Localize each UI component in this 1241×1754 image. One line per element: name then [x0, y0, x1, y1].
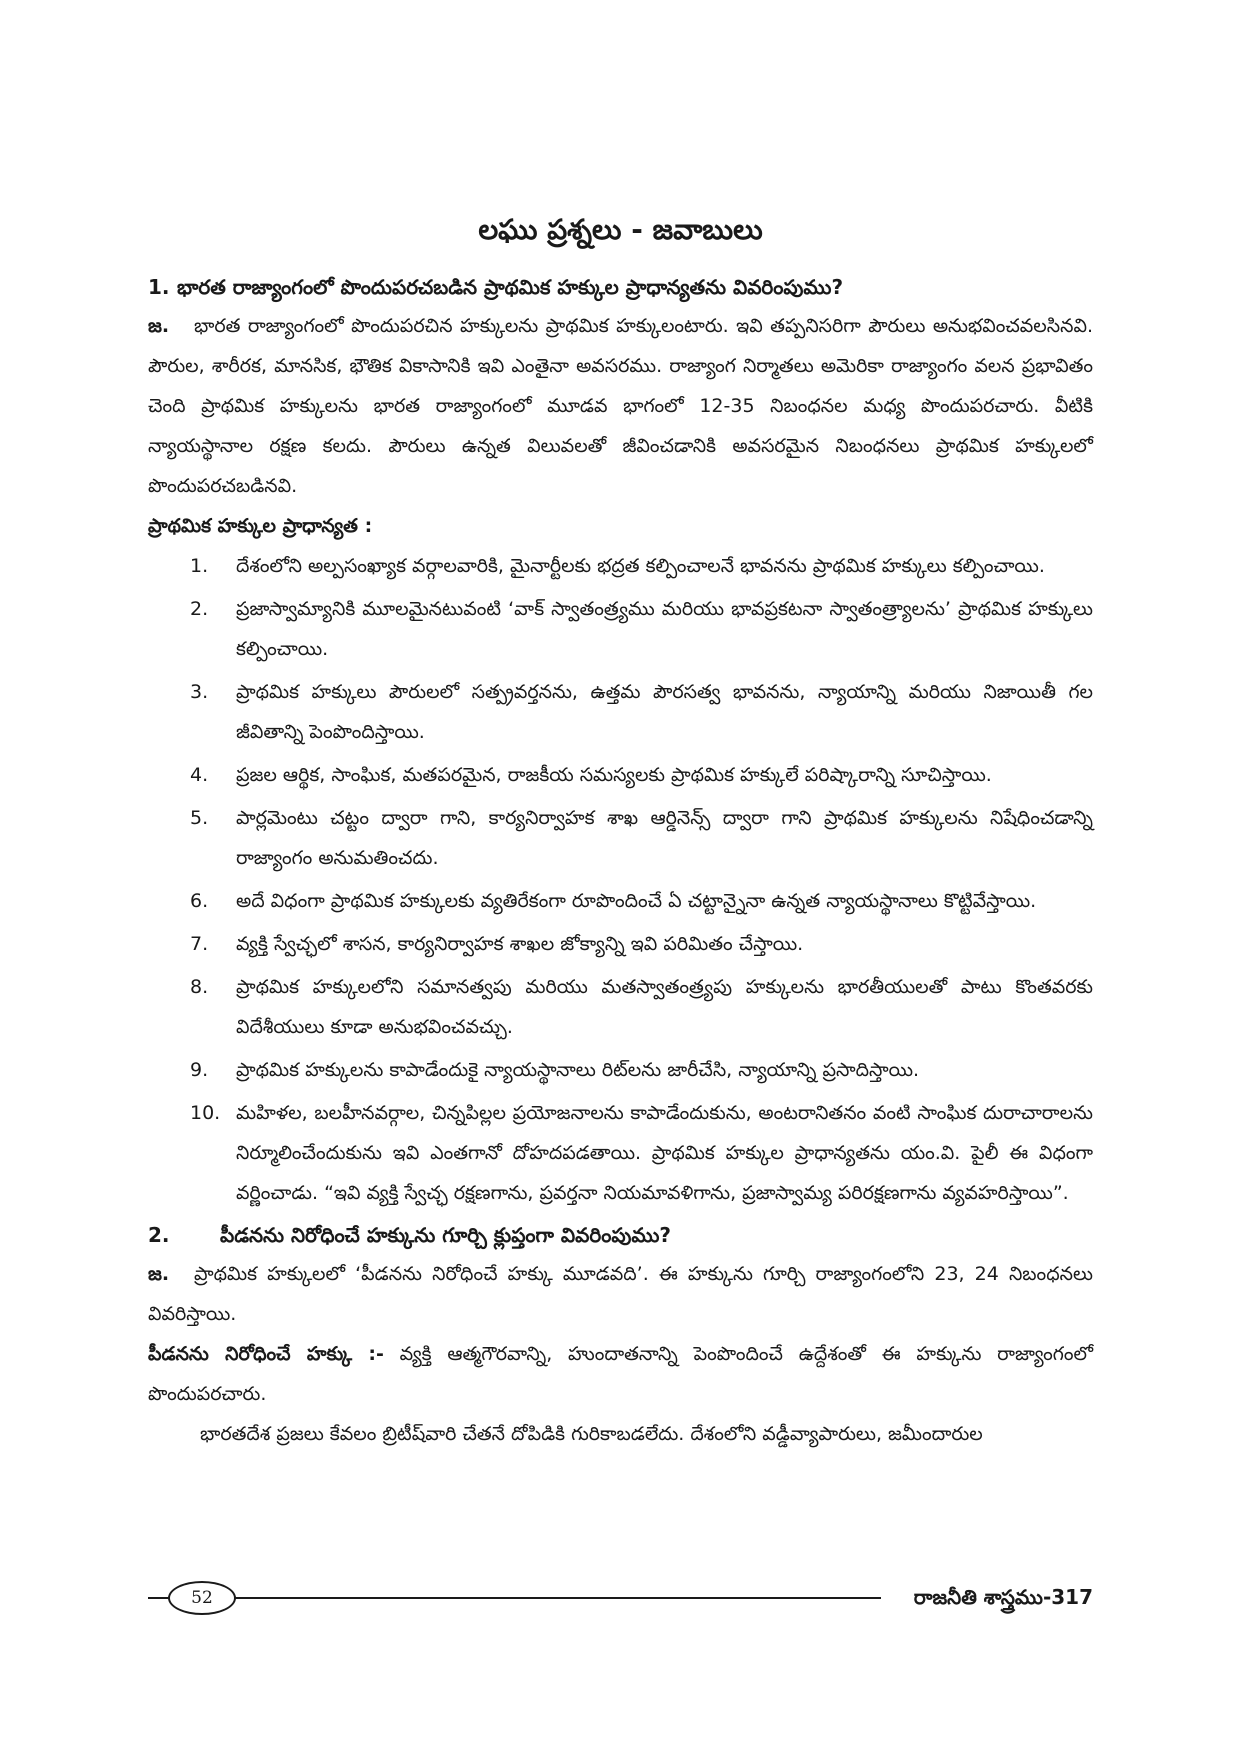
list-item-text: అదే విధంగా ప్రాథమిక హక్కులకు వ్యతిరేకంగా రూపొందించే ఏ చట్టాన్నైనా ఉన్నత న్యాయస్థానాలు కొట్టివేస్తాయి. — [236, 890, 1037, 912]
definition-text: వ్యక్తి ఆత్మగౌరవాన్ని, హుందాతనాన్ని పెంపొందించే ఉద్దేశంతో ఈ హక్కును రాజ్యాంగంలో పొందుపరచారు. — [148, 1343, 1094, 1405]
importance-subheading: ప్రాథమిక హక్కుల ప్రాధాన్యత : — [148, 515, 373, 537]
list-item-number: 9. — [190, 1059, 209, 1081]
list-item-number: 6. — [190, 890, 209, 912]
question-1-number: 1. — [148, 275, 170, 299]
list-item-number: 5. — [190, 807, 209, 829]
list-item-text: దేశంలోని అల్పసంఖ్యాక వర్గాలవారికి, మైనార్టీలకు భద్రత కల్పించాలనే భావనను ప్రాథమిక హక్కులు కల్పించాయి. — [236, 555, 1045, 577]
list-item — [148, 546, 1093, 586]
question-2-text: పీడనను నిరోధించే హక్కును గూర్చి క్లుప్తంగా వివరింపుము? — [220, 1223, 672, 1247]
question-1 — [148, 268, 1093, 306]
list-item — [148, 967, 1093, 1047]
page-title: లఘు ప్రశ్నలు - జవాబులు — [478, 213, 763, 246]
list-item — [148, 798, 1093, 878]
answer-2-text: ప్రాథమిక హక్కులలో ‘పీడనను నిరోధించే హక్కు మూడవది’. ఈ హక్కును గూర్చి రాజ్యాంగంలోని 23, 24 నిబంధనలు వివరిస్తాయి. — [148, 1263, 1093, 1325]
list-item-text: ప్రాథమిక హక్కులను కాపాడేందుకై న్యాయస్థానాలు రిట్‌లను జారీచేసి, న్యాయాన్ని ప్రసాదిస్తాయి. — [236, 1059, 920, 1081]
question-2 — [148, 1216, 1093, 1254]
answer-2-label: జ. — [148, 1263, 170, 1285]
list-item-number: 4. — [190, 764, 209, 786]
list-item — [148, 755, 1093, 795]
definition-term: పీడనను నిరోధించే హక్కు :- — [148, 1343, 384, 1365]
list-item — [148, 672, 1093, 752]
question-1-text: భారత రాజ్యాంగంలో పొందుపరచబడిన ప్రాథమిక హక్కుల ప్రాధాన్యతను వివరింపుము? — [176, 275, 844, 299]
list-item — [148, 1093, 1093, 1213]
list-item-text: మహిళల, బలహీనవర్గాల, చిన్నపిల్లల ప్రయోజనాలను కాపాడేందుకును, అంటరానితనం వంటి సాంఘిక దురాచారాలను నిర్మూలించేందుకును ఇవి ఎంతగానో దోహదపడతాయి. ప్రాథమిక హక్కుల ప్రాధాన్యతను యం.వి. పైలీ ఈ విధంగా వర్ణించాడు. “ఇవి వ్యక్తి స్వేచ్ఛ రక్షణగాను, ప్రవర్తనా నియమావళిగాను, ప్రజాస్వామ్య పరిరక్షణగాను వ్యవహరిస్తాయి”. — [236, 1102, 1093, 1204]
list-item-text: ప్రాథమిక హక్కులలోని సమానత్వపు మరియు మతస్వాతంత్ర్యపు హక్కులను భారతీయులతో పాటు కొంతవరకు విదేశీయులు కూడా అనుభవించవచ్చు. — [236, 976, 1093, 1038]
list-item — [148, 1050, 1093, 1090]
list-item-number: 1. — [190, 555, 209, 577]
answer-2-continuation: భారతదేశ ప్రజలు కేవలం బ్రిటీష్‌వారి చేతనే దోపిడికి గురికాబడలేదు. దేశంలోని వడ్డీవ్యాపారులు, జమీందారుల — [200, 1423, 983, 1445]
list-item-text: వ్యక్తి స్వేచ్ఛలో శాసన, కార్యనిర్వాహక శాఖల జోక్యాన్ని ఇవి పరిమితం చేస్తాయి. — [236, 933, 804, 955]
answer-2 — [148, 1254, 1093, 1334]
list-item-number: 3. — [190, 681, 209, 703]
page-footer — [148, 1578, 1093, 1618]
list-item-number: 8. — [190, 976, 209, 998]
list-item-text: ప్రజల ఆర్థిక, సాంఘిక, మతపరమైన, రాజకీయ సమస్యలకు ప్రాథమిక హక్కులే పరిష్కారాన్ని సూచిస్తాయి. — [236, 764, 992, 786]
list-item-number: 7. — [190, 933, 209, 955]
page-content — [148, 210, 1093, 1590]
footer-rule — [148, 1597, 881, 1599]
list-item-text: ప్రజాస్వామ్యానికి మూలమైనటువంటి ‘వాక్ స్వాతంత్ర్యము మరియు భావప్రకటనా స్వాతంత్ర్యాలను’ ప్రాథమిక హక్కులు కల్పించాయి. — [236, 598, 1093, 660]
question-2-number: 2. — [148, 1223, 170, 1247]
list-item-text: పార్లమెంటు చట్టం ద్వారా గాని, కార్యనిర్వాహక శాఖ ఆర్డినెన్స్ ద్వారా గాని ప్రాథమిక హక్కులను నిషేధించడాన్ని రాజ్యాంగం అనుమతించదు. — [236, 807, 1093, 869]
answer-1-text: భారత రాజ్యాంగంలో పొందుపరచిన హక్కులను ప్రాథమిక హక్కులంటారు. ఇవి తప్పనిసరిగా పౌరులు అనుభవించవలసినవి. పౌరుల, శారీరక, మానసిక, భౌతిక వికాసానికి ఇవి ఎంతైనా అవసరము. రాజ్యాంగ నిర్మాతలు అమెరికా రాజ్యాంగం వలన ప్రభావితం చెంది ప్రాథమిక హక్కులను భారత రాజ్యాంగంలో మూడవ భాగంలో 12-35 నిబంధనల మధ్య పొందుపరచారు. వీటికి న్యాయస్థానాల రక్షణ కలదు. పౌరులు ఉన్నత విలువలతో జీవించడానికి అవసరమైన నిబంధనలు ప్రాథమిక హక్కులలో పొందుపరచబడినవి. — [148, 315, 1093, 497]
importance-list — [148, 546, 1093, 1213]
list-item — [148, 881, 1093, 921]
answer-1 — [148, 306, 1093, 506]
list-item-number: 2. — [190, 598, 209, 620]
list-item-number: 10. — [190, 1102, 221, 1124]
answer-1-label: జ. — [148, 315, 170, 337]
list-item — [148, 589, 1093, 669]
answer-2-definition — [148, 1334, 1093, 1414]
book-title: రాజనీతి శాస్త్రము-317 — [913, 1585, 1093, 1609]
list-item-text: ప్రాథమిక హక్కులు పౌరులలో సత్ప్రవర్తనను, ఉత్తమ పౌరసత్వ భావనను, న్యాయాన్ని మరియు నిజాయితీ గల జీవితాన్ని పెంపొందిస్తాయి. — [236, 681, 1093, 743]
list-item — [148, 924, 1093, 964]
page-number: 52 — [168, 1581, 236, 1615]
